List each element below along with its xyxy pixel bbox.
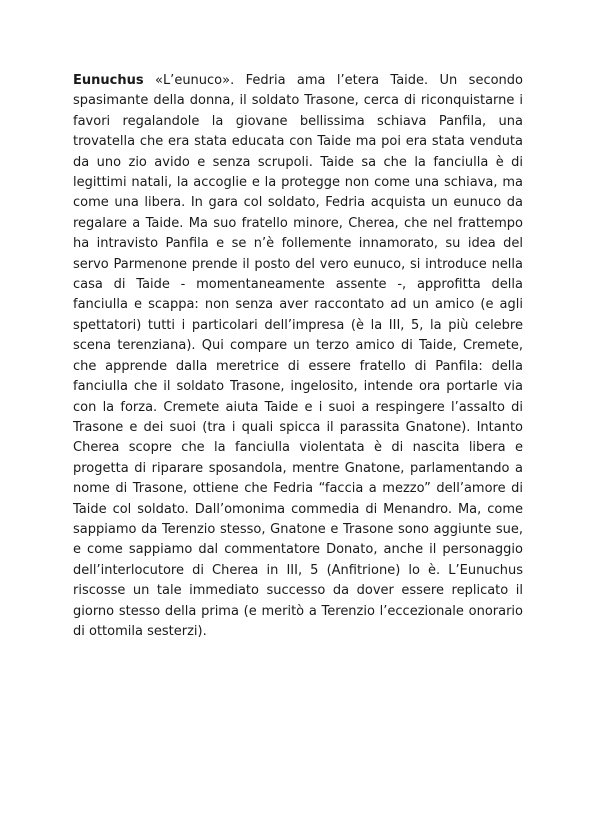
synopsis-paragraph [73, 71, 523, 642]
work-title: Eunuchus [73, 73, 144, 88]
synopsis-text: «L’eunuco». Fedria ama l’etera Taide. Un secondo spasimante della donna, il soldato Trasone, cerca di riconquistarne i favori regalandole la giovane bellissima schiava Panfila, una trovatella che era stata educata con Taide ma poi era stata venduta da uno zio avido e senza scrupoli. Taide sa che la fanciulla è di legittimi natali, la accoglie e la protegge non come una schiava, ma come una libera. In gara col soldato, Fedria acquista un eunuco da regalare a Taide. Ma suo fratello minore, Cherea, che nel frattempo ha intravisto Panfila e se n’è follemente innamorato, su idea del servo Parmenone prende il posto del vero eunuco, si introduce nella casa di Taide - momentaneamente assente -, approfitta della fanciulla e scappa: non senza aver raccontato ad un amico (e agli spettatori) tutti i particolari dell’impresa (è la III, 5, la più celebre scena terenziana). Qui compare un terzo amico di Taide, Cremete, che apprende dalla meretrice di essere fratello di Panfila: della fanciulla che il soldato Trasone, ingelosito, intende ora portarle via con la forza. Cremete aiuta Taide e i suoi a respingere l’assalto di Trasone e dei suoi (tra i quali spicca il parassita Gnatone). Intanto Cherea scopre che la fanciulla violentata è di nascita libera e progetta di riparare sposandola, mentre Gnatone, parlamentando a nome di Trasone, ottiene che Fedria “faccia a mezzo” dell’amore di Taide col soldato. Dall’omonima commedia di Menandro. Ma, come sappiamo da Terenzio stesso, Gnatone e Trasone sono aggiunte sue, e come sappiamo dal commentatore Donato, anche il personaggio dell’interlocutore di Cherea in III, 5 (Anfitrione) lo è. L’Eunuchus riscosse un tale immediato successo da dover essere replicato il giorno stesso della prima (e meritò a Terenzio l’eccezionale onorario di ottomila sesterzi). [73, 73, 523, 639]
